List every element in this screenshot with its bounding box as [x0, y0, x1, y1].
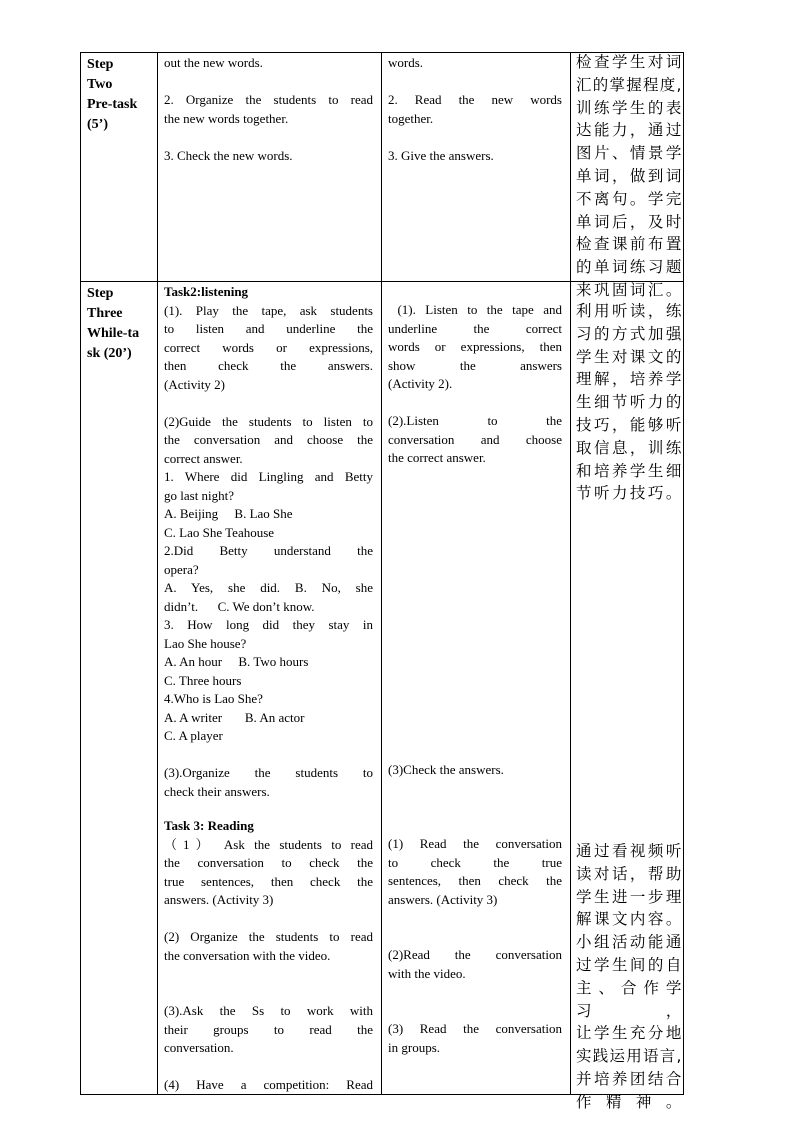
row1-teacher-activity: out the new words. 2. Organize the students to read the new words together. 3. Check the new words.	[164, 55, 373, 163]
task3-title: Task 3: Reading	[164, 818, 254, 833]
task2-title: Task2:listening	[164, 284, 249, 299]
row2-student-activity-listening: (1). Listen to the tape and underline the correct words or expressions, then show the answers (Activity 2). (2).Listen to the conversation and choose the correct answer.	[388, 302, 562, 465]
row2-teacher-activity-task2: Task2:listening (1). Play the tape, ask students to listen and underline the correct words or expressions, then check the answers. (Activity 2) (2)Guide the students to listen to the conversation and choose the correct answer. 1. Where did Lingling and Betty go last night? A. Beijing B. Lao She C. Lao She Teahouse 2.Did Betty understand the opera? A. Yes, she did. B. No, she didn’t. C. We don’t know. 3. How long did they stay in Lao She house? A. An hour B. Two hours C. Three hours 4.Who is Lao She? A. A writer B. An actor C. A player (3).Organize the students to check their answers.	[164, 284, 373, 799]
row1-student-activity: words. 2. Read the new words together. 3. Give the answers.	[388, 55, 562, 163]
table-col-divider-3	[570, 52, 571, 1095]
step-two-label: Step Two Pre-task (5’)	[87, 57, 138, 132]
table-col-divider-1	[157, 52, 158, 1095]
row2-design-purpose-reading: 通过看视频听 读对话，帮助 学生进一步理 解课文内容。 小组活动能通 过学生间的自 主、合作学习， 让学生充分地 实践运用语言, 并培养团结合 作精神。	[576, 842, 682, 1111]
row2-student-check-answers: (3)Check the answers.	[388, 762, 504, 777]
row2-teacher-activity-task3: Task 3: Reading （1） Ask the students to read the conversation to check the true sentences, then check the answers. (Activity 3) (2) Organize the students to read the conversation with the video. (3).Ask the Ss to work with their groups to read the conversation. (4) Have a competition: Read	[164, 818, 373, 1092]
row2-design-purpose-listening: 利用听读，练 习的方式加强 学生对课文的 理解，培养学 生细节听力的 技巧，能够听 取信息，训练 和培养学生细 节听力技巧。	[576, 302, 682, 503]
row1-design-purpose: 检查学生对词 汇的掌握程度, 训练学生的表 达能力，通过 图片、情景学 单词，做到词 不离句。学完 单词后，及时 检查课前布置 的单词练习题 来巩固词汇。	[576, 53, 682, 299]
row2-student-activity-reading: (1) Read the conversation to check the true sentences, then check the answers. (Activity 3) (2)Read the conversation with the video. (3) Read the conversation in groups.	[388, 836, 562, 1055]
table-border-right	[683, 52, 684, 1095]
table-border-left	[80, 52, 81, 1095]
step-three-label: Step Three While-ta sk (20’)	[87, 286, 140, 361]
table-col-divider-2	[381, 52, 382, 1095]
